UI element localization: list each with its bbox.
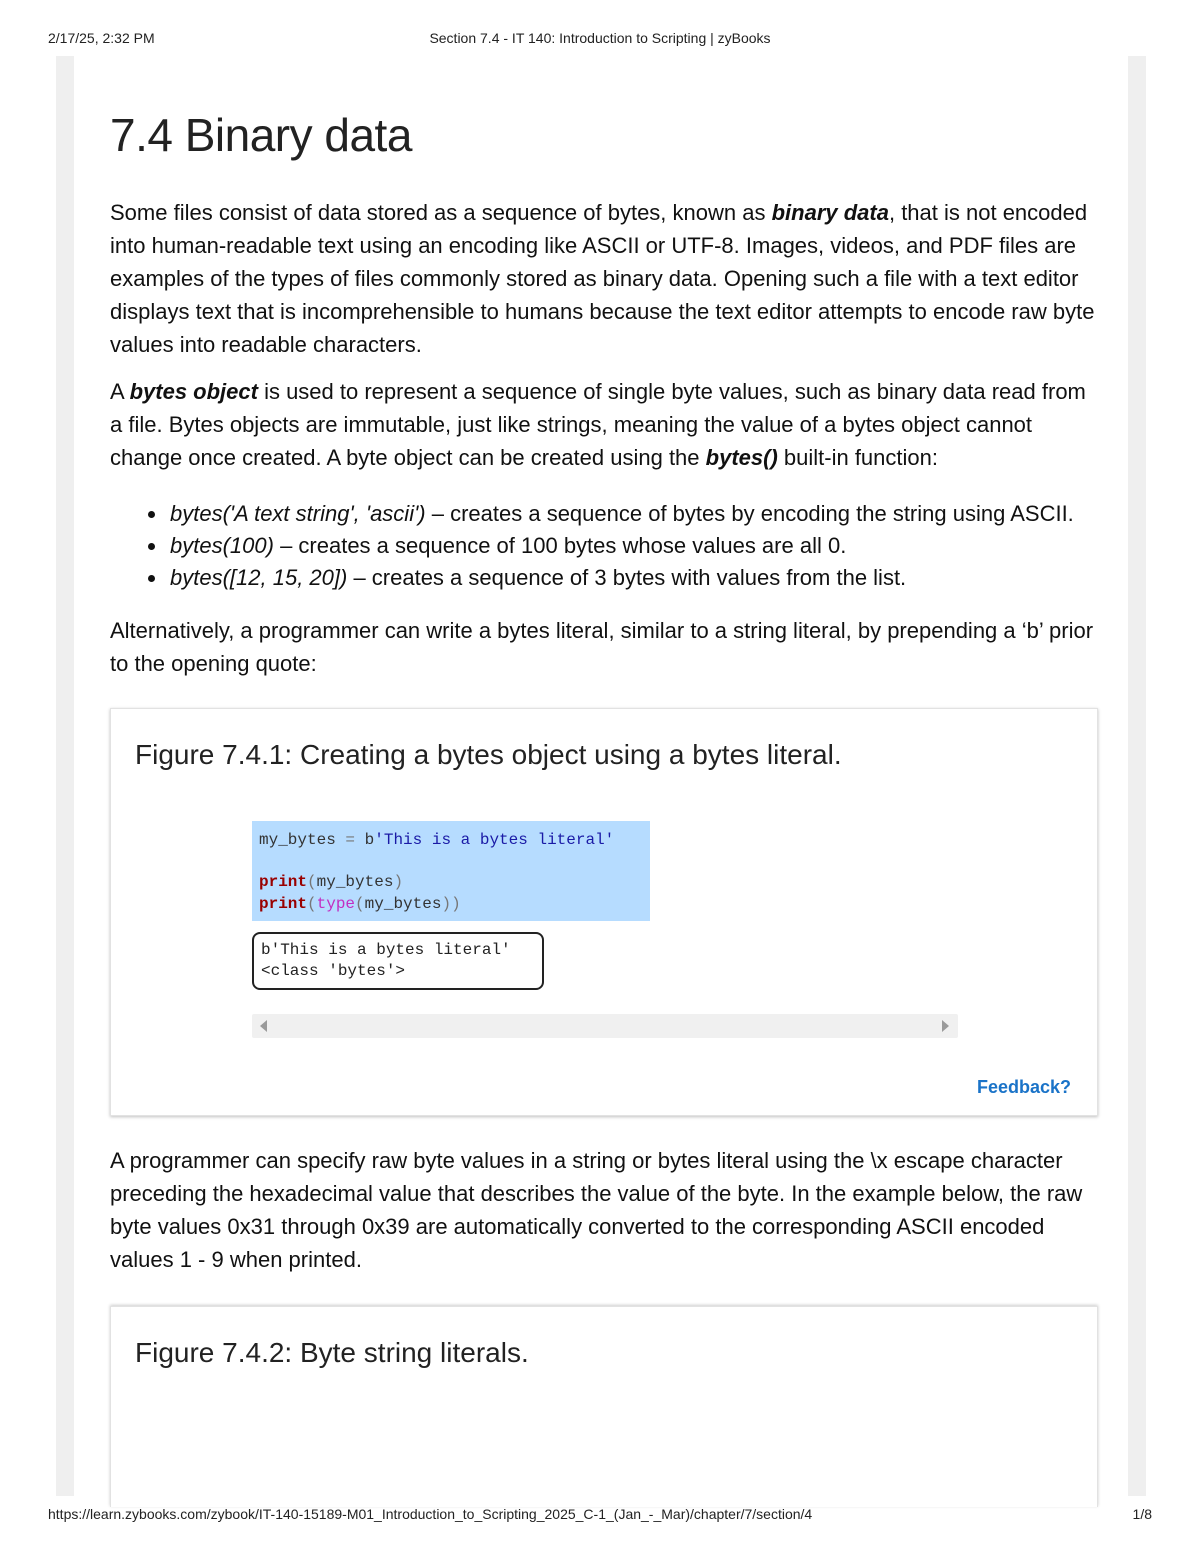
figure-title: Figure 7.4.2: Byte string literals. <box>135 1337 529 1368</box>
code-token: ) <box>441 895 452 913</box>
page-gutter-left <box>56 56 74 1496</box>
feedback-link[interactable]: Feedback? <box>976 1077 1071 1097</box>
print-title: Section 7.4 - IT 140: Introduction to Scripting | zyBooks <box>429 30 771 46</box>
print-footer <box>0 1506 1200 1526</box>
code-builtin: type <box>316 895 356 913</box>
bullet-description: – creates a sequence of bytes by encoding the string using ASCII. <box>425 501 1074 526</box>
list-item <box>168 498 1100 530</box>
text-segment: built-in function: <box>777 445 938 470</box>
code-token: ( <box>355 895 365 913</box>
code-token: ( <box>307 873 317 891</box>
figure-bytes-literal <box>110 708 1098 1116</box>
code-keyword: print <box>259 895 308 913</box>
print-header <box>0 30 1200 50</box>
bullet-code: bytes([12, 15, 20]) <box>170 565 348 590</box>
term-binary-data: binary data <box>771 200 889 225</box>
page-number: 1/8 <box>1132 1506 1152 1522</box>
print-url: https://learn.zybooks.com/zybook/IT-140-15189-M01_Introduction_to_Scripting_2025_C-1_(Jan_-_Mar)/chapter/7/section/4 <box>48 1506 813 1522</box>
code-token: ( <box>307 895 317 913</box>
text-segment: A <box>110 379 130 404</box>
term-bytes-object: bytes object <box>129 379 258 404</box>
list-item <box>168 530 1100 562</box>
code-block <box>252 821 650 921</box>
paragraph-raw-bytes: A programmer can specify raw byte values in a string or bytes literal using the \x escape character preceding the hexadecimal value that describes the value of the byte. In the example below, the raw byte values 0x31 through 0x39 are automatically converted to the corresponding ASCII encoded values 1 - 9 when printed. <box>110 1148 1083 1272</box>
code-token: my_bytes <box>316 873 394 891</box>
code-token: = <box>335 831 365 849</box>
output-line: <class 'bytes'> <box>261 962 406 980</box>
code-token: ) <box>393 873 404 891</box>
list-item <box>168 562 1100 594</box>
figure-title: Figure 7.4.1: Creating a bytes object using a bytes literal. <box>135 739 842 770</box>
figure-byte-string-literals <box>110 1306 1098 1507</box>
bullet-description: – creates a sequence of 3 bytes with values from the list. <box>347 565 907 590</box>
bullet-description: – creates a sequence of 100 bytes whose values are all 0. <box>273 533 847 558</box>
code-blank-line <box>259 851 650 871</box>
term-bytes-function: bytes() <box>705 445 778 470</box>
code-line <box>259 871 650 893</box>
code-token: ) <box>451 895 461 913</box>
code-string: 'This is a bytes literal' <box>374 831 615 849</box>
section-content <box>110 108 1100 1535</box>
text-segment: Some files consist of data stored as a sequence of bytes, known as <box>110 200 772 225</box>
print-date: 2/17/25, 2:32 PM <box>48 30 155 46</box>
output-line: b'This is a bytes literal' <box>261 941 511 959</box>
scroll-right-arrow-icon[interactable] <box>942 1020 949 1032</box>
section-title: 7.4 Binary data <box>110 109 412 161</box>
code-token: my_bytes <box>364 895 442 913</box>
horizontal-scrollbar[interactable] <box>252 1014 958 1038</box>
code-keyword: print <box>259 873 308 891</box>
paragraph-bytes-object <box>110 375 1100 474</box>
text-segment: is used to represent a sequence of single byte values, such as binary data read from a file. Bytes objects are immutable, just like strings, meaning the value of a bytes object cannot change once created. A byte object can be created using the <box>110 379 1086 470</box>
bullet-code: bytes('A text string', 'ascii') <box>170 501 426 526</box>
page-gutter-right <box>1128 56 1146 1496</box>
paragraph-bytes-literal: Alternatively, a programmer can write a bytes literal, similar to a string literal, by prepending a ‘b’ prior to the opening quote: <box>110 618 1094 676</box>
code-token: my_bytes <box>259 831 336 849</box>
code-token: b <box>364 831 375 849</box>
bullet-code: bytes(100) <box>170 533 274 558</box>
code-line <box>259 829 650 851</box>
bytes-examples-list <box>110 498 1100 594</box>
scroll-left-arrow-icon[interactable] <box>260 1020 267 1032</box>
text-segment: , that is not encoded into human-readable text using an encoding like ASCII or UTF-8. Images, videos, and PDF files are examples of the types of files commonly stored as binary data. Opening such a file with a text editor displays text that is incomprehensible to humans because the text editor attempts to encode raw byte values into readable characters. <box>110 200 1095 357</box>
paragraph-binary-data <box>110 196 1100 361</box>
console-output <box>252 932 544 990</box>
code-line <box>259 893 650 915</box>
